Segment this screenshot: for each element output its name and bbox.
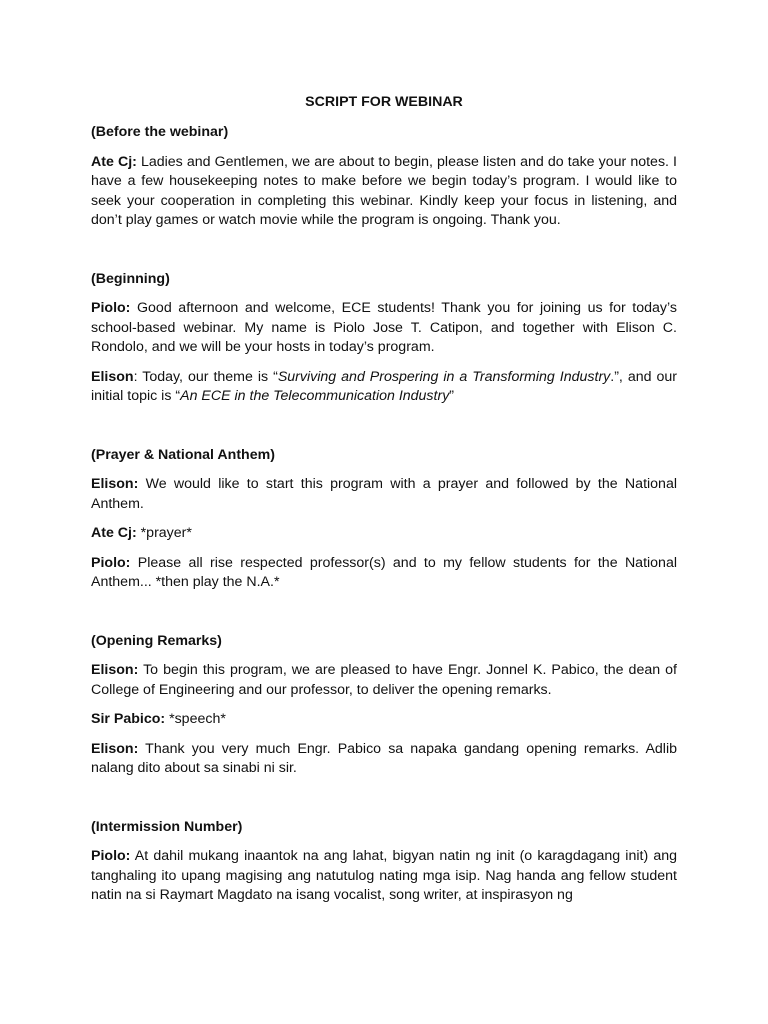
paragraph-text: Good afternoon and welcome, ECE students! Thank you for joining us for today’s school-based webinar. My name is Piolo Jose T. Catipon, and together with Elison C. Rondolo, and we will be your hosts in today’s program. xyxy=(91,300,677,355)
section-spacer xyxy=(91,789,677,818)
paragraph-sir-pabico-speech xyxy=(91,710,677,730)
paragraph-text: Thank you very much Engr. Pabico sa napaka gandang opening remarks. Adlib nalang dito about sa sinabi ni sir. xyxy=(91,740,677,776)
document-title: SCRIPT FOR WEBINAR xyxy=(305,94,463,110)
section-heading-opening-remarks: (Opening Remarks) xyxy=(91,632,222,649)
section-heading-before-webinar: (Before the webinar) xyxy=(91,124,229,140)
paragraph-text: Ladies and Gentlemen, we are about to begin, please listen and do take your notes. I have a few housekeeping notes to make before we begin today’s program. I would like to seek your cooperation in completing this webinar. Kindly keep your focus in listening, and don’t play games or watch movie while the program is ongoing. Thank you. xyxy=(91,153,678,228)
speaker-label: Piolo: xyxy=(91,848,131,864)
speaker-label: Elison: xyxy=(91,662,139,678)
paragraph-text: *speech* xyxy=(165,711,226,727)
speaker-label: Elison: xyxy=(91,740,139,757)
paragraph-text: .”, and our initial topic is “ xyxy=(91,368,678,404)
paragraph-ate-cj-housekeeping xyxy=(91,153,677,231)
speaker-label: Ate Cj: xyxy=(91,153,137,170)
paragraph-piolo-anthem xyxy=(91,554,677,593)
paragraph-text: At dahil mukang inaantok na ang lahat, bigyan natin ng init (o karagdagang init) ang tanghaling ito upang magising ang natutulog nating mga isip. Nag handa ang fellow student natin na si Raymart Magdato na isang vocalist, song writer, at inspirasyon ng xyxy=(91,848,677,903)
paragraph-text: To begin this program, we are pleased to have Engr. Jonnel K. Pabico, the dean of College of Engineering and our professor, to deliver the opening remarks. xyxy=(91,662,677,698)
speaker-label: Elison xyxy=(91,368,134,385)
speaker-label: Piolo: xyxy=(91,300,131,316)
speaker-label: Ate Cj: xyxy=(91,525,137,541)
paragraph-ate-cj-prayer xyxy=(91,524,677,544)
section-spacer xyxy=(91,417,677,446)
section-heading-prayer-anthem: (Prayer & National Anthem) xyxy=(91,446,275,463)
paragraph-elison-prayer-intro xyxy=(91,475,677,514)
paragraph-piolo-welcome xyxy=(91,299,677,358)
theme-title: Surviving and Prospering in a Transforming Industry xyxy=(277,368,611,385)
section-spacer xyxy=(91,603,677,632)
section-heading-beginning: (Beginning) xyxy=(91,270,170,287)
paragraph-text: ” xyxy=(449,388,455,404)
paragraph-text: We would like to start this program with a prayer and followed by the National Anthem. xyxy=(91,476,677,512)
section-spacer xyxy=(91,241,677,270)
speaker-label: Elison: xyxy=(91,476,139,492)
paragraph-piolo-intermission xyxy=(91,847,677,906)
section-heading-intermission: (Intermission Number) xyxy=(91,818,243,835)
paragraph-elison-opening xyxy=(91,661,677,700)
paragraph-text: : Today, our theme is “ xyxy=(133,368,278,385)
speaker-label: Piolo: xyxy=(91,554,131,571)
paragraph-elison-thanks xyxy=(91,740,677,779)
speaker-label: Sir Pabico: xyxy=(91,711,166,727)
paragraph-elison-theme xyxy=(91,368,677,407)
paragraph-text: Please all rise respected professor(s) and to my fellow students for the National Anthem... *then play the N.A.* xyxy=(91,554,677,590)
paragraph-text: *prayer* xyxy=(136,525,192,541)
topic-title: An ECE in the Telecommunication Industry xyxy=(180,388,450,404)
